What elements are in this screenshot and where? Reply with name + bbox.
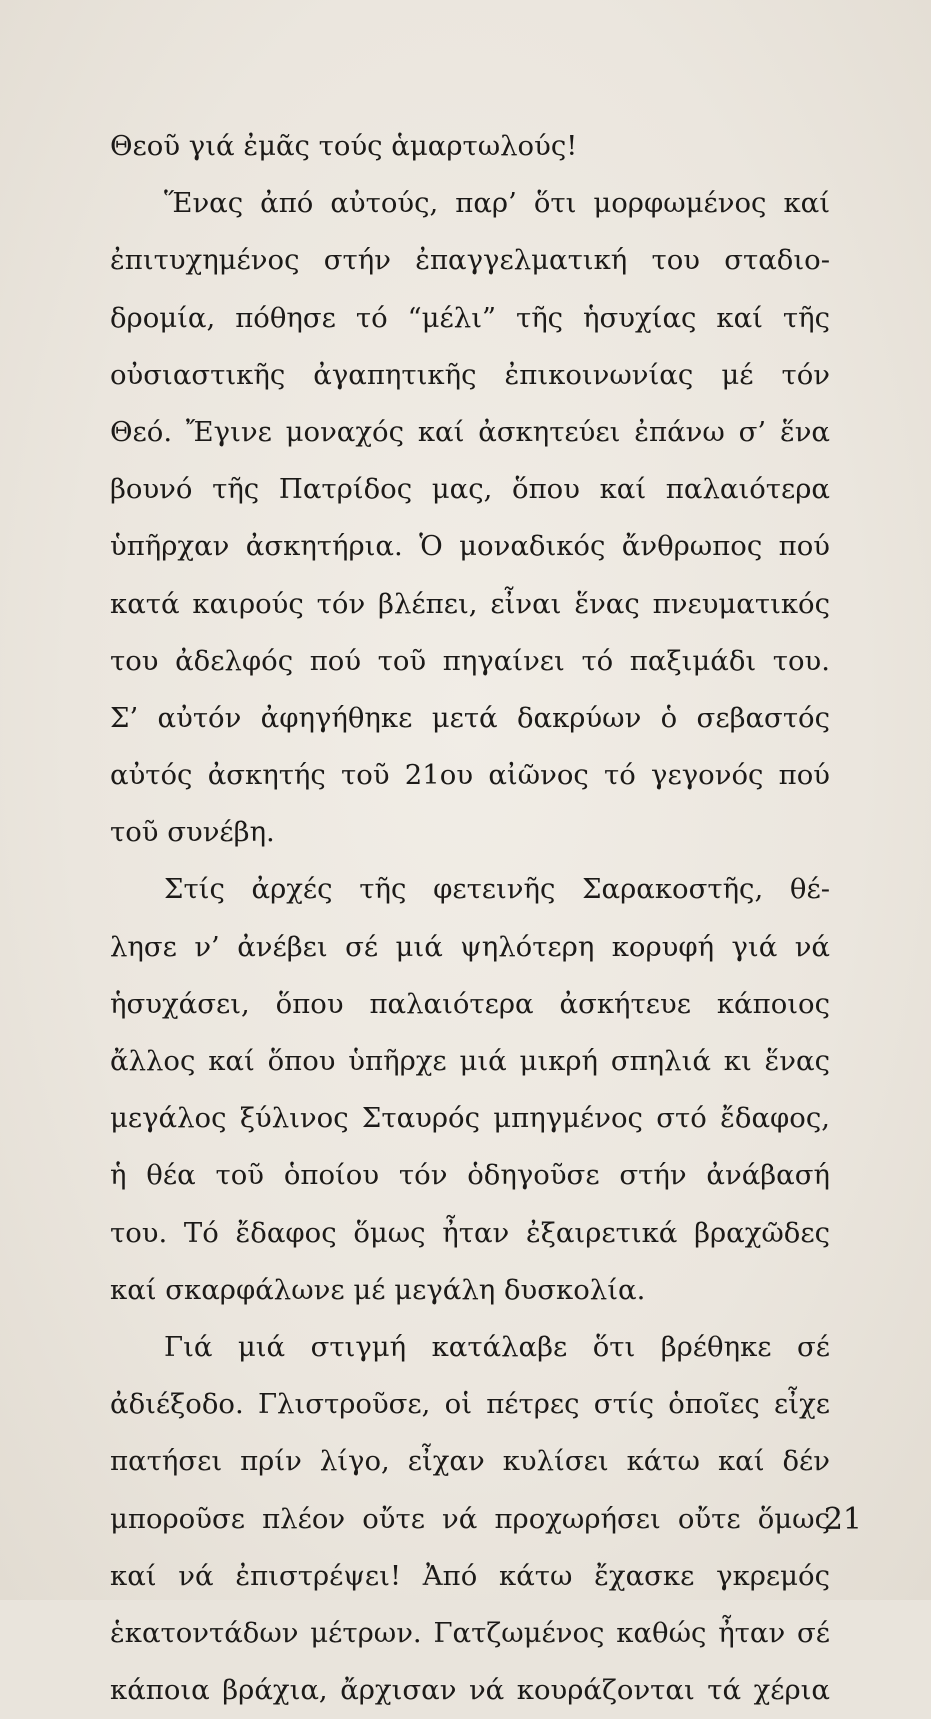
text-line: μεγάλος ξύλινος Σταυρός μπηγμένος στό ἔδαφος, [110, 1102, 830, 1135]
text-line: δρομία, πόθησε τό “μέλι” τῆς ἡσυχίας καί τῆς [110, 301, 830, 334]
text-line: του ἀδελφός πού τοῦ πηγαίνει τό παξιμάδι του. [110, 644, 830, 677]
text-line: Γιά μιά στιγμή κατάλαβε ὅτι βρέθηκε σέ [164, 1330, 830, 1363]
text-line: ὑπῆρχαν ἀσκητήρια. Ὁ μοναδικός ἄνθρωπος πού [110, 530, 830, 563]
text-line: ἄλλος καί ὅπου ὑπῆρχε μιά μικρή σπηλιά κι ἕνας [110, 1045, 830, 1077]
text-line: ἑκατοντάδων μέτρων. Γατζωμένος καθώς ἦταν σέ [110, 1616, 830, 1649]
text-line: Θεοῦ γιά ἐμᾶς τούς ἁμαρτωλούς! [110, 130, 578, 162]
text-line: καί σκαρφάλωνε μέ μεγάλη δυσκολία. [110, 1273, 646, 1306]
body-text [110, 118, 830, 1719]
text-line: κατά καιρούς τόν βλέπει, εἶναι ἕνας πνευματικός [110, 587, 830, 620]
text-line: του. Τό ἔδαφος ὅμως ἦταν ἐξαιρετικά βραχῶδες [110, 1216, 830, 1249]
text-line: Ἕνας ἀπό αὐτούς, παρ’ ὅτι μορφωμένος καί [164, 187, 830, 220]
text-line: τοῦ συνέβη. [110, 816, 275, 849]
page-number: 21 [823, 1502, 862, 1537]
text-line: κάποια βράχια, ἄρχισαν νά κουράζονται τά χέρια [110, 1674, 830, 1707]
text-line: ἡ θέα τοῦ ὁποίου τόν ὁδηγοῦσε στήν ἀνάβασή [110, 1159, 830, 1192]
text-line: Στίς ἀρχές τῆς φετεινῆς Σαρακοστῆς, θέ- [164, 873, 830, 906]
text-line: ἐπιτυχημένος στήν ἐπαγγελματική του σταδιο- [110, 244, 830, 277]
text-line: καί νά ἐπιστρέψει! Ἀπό κάτω ἔχασκε γκρεμός [110, 1559, 830, 1592]
text-line: βουνό τῆς Πατρίδος μας, ὅπου καί παλαιότερα [110, 473, 830, 506]
text-line: οὐσιαστικῆς ἀγαπητικῆς ἐπικοινωνίας μέ τόν [110, 358, 830, 391]
text-line: Θεό. Ἔγινε μοναχός καί ἀσκητεύει ἐπάνω σ’ ἕνα [110, 415, 830, 448]
text-line: μποροῦσε πλέον οὔτε νά προχωρήσει οὔτε ὅμως [110, 1502, 830, 1535]
text-line: Σ’ αὐτόν ἀφηγήθηκε μετά δακρύων ὁ σεβαστός [110, 701, 830, 734]
text-line: ἡσυχάσει, ὅπου παλαιότερα ἀσκήτευε κάποιος [110, 987, 830, 1020]
text-line: λησε ν’ ἀνέβει σέ μιά ψηλότερη κορυφή γιά νά [110, 930, 830, 963]
text-line: ἀδιέξοδο. Γλιστροῦσε, οἱ πέτρες στίς ὁποῖες εἶχε [110, 1388, 830, 1421]
text-line: πατήσει πρίν λίγο, εἶχαν κυλίσει κάτω καί δέν [110, 1445, 830, 1478]
text-line: αὐτός ἀσκητής τοῦ 21ου αἰῶνος τό γεγονός πού [110, 759, 830, 792]
